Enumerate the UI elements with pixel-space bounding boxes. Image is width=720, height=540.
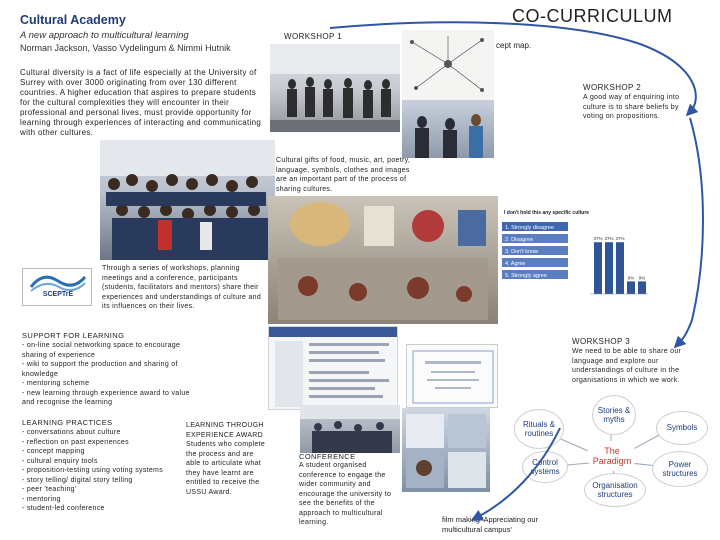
support-heading: SUPPORT FOR LEARNING bbox=[22, 331, 125, 340]
vote-bar-value-label: 37% bbox=[593, 236, 603, 242]
support-item: - mentoring scheme bbox=[22, 380, 90, 387]
practices-item: - proposition-testing using voting systems bbox=[22, 467, 163, 474]
wiki-screenshot bbox=[268, 326, 398, 410]
sceptre-logo-icon bbox=[23, 269, 93, 307]
vote-option-label: 1. Strongly disagree bbox=[505, 225, 554, 231]
film-caption: film making 'Appreciating our multicultural campus' bbox=[442, 515, 539, 534]
workshop1-label: WORKSHOP 1 bbox=[284, 32, 343, 41]
paradigm-node-organisation bbox=[584, 473, 646, 507]
paradigm-diagram bbox=[506, 395, 716, 535]
paradigm-node-stories-label: Stories & myths bbox=[597, 405, 631, 424]
paradigm-node-symbols bbox=[656, 411, 708, 445]
vote-bar-value-label: 9% bbox=[638, 275, 646, 281]
cultural-gifts-photo-art bbox=[268, 196, 498, 324]
vote-bar-value-label: 37% bbox=[615, 236, 625, 242]
workshop1-photo bbox=[270, 44, 400, 132]
paradigm-node-rituals bbox=[514, 409, 564, 449]
poster-authors: Norman Jackson, Vasso Vydelingum & Nimmi Hutnik bbox=[20, 43, 231, 53]
paradigm-node-control bbox=[522, 451, 568, 483]
practices-item: - cultural enquiry tools bbox=[22, 457, 98, 465]
workshop1-caption: cept map. bbox=[496, 41, 532, 50]
group-photo-art bbox=[100, 140, 275, 260]
wiki-screenshot-art bbox=[269, 327, 398, 410]
workshop1-photo-art bbox=[270, 44, 400, 132]
vote-option-label: 3. Don't know bbox=[505, 249, 539, 255]
cultural-gifts-photo bbox=[268, 196, 498, 324]
paradigm-node-rituals-label: Rituals & routines bbox=[522, 419, 555, 438]
vote-option-label: 4. Agree bbox=[505, 261, 526, 267]
practices-item: - conversations about culture bbox=[22, 429, 121, 436]
vote-chart-svg bbox=[498, 208, 648, 326]
gifts-caption: Cultural gifts of food, music, art, poetry, language, symbols, clothes and images are an important part of the process of sharing cultures. bbox=[276, 157, 411, 193]
paradigm-center-label: The Paradigm bbox=[592, 446, 632, 466]
practices-item: - story telling/ digital story telling bbox=[22, 476, 133, 484]
paradigm-node-power bbox=[652, 451, 708, 487]
award-text: LEARNING THROUGH EXPERIENCE AWARD Students who complete the process and are able to articulate what they have learnt are entitled to receive the USSU Award. bbox=[186, 422, 266, 496]
workshop3-text: We need to be able to share our language and explore our understandings of culture in the organisations in which we work. bbox=[572, 348, 682, 384]
workshop2-label: WORKSHOP 2 bbox=[583, 83, 642, 92]
ussu-certificate bbox=[406, 344, 498, 408]
practices-item: - peer 'teaching' bbox=[22, 486, 77, 493]
film-photo-art bbox=[402, 408, 490, 492]
vote-bar-value-label: 9% bbox=[627, 275, 635, 281]
practices-item: - concept mapping bbox=[22, 448, 85, 455]
vote-chart-title: I don't hold this any specific culture bbox=[504, 210, 590, 216]
concept-map-photo bbox=[402, 30, 494, 100]
sceptre-logo bbox=[22, 268, 92, 306]
paradigm-node-control-label: Control systems bbox=[530, 457, 560, 476]
conference-photo bbox=[300, 405, 400, 453]
paradigm-node-power-label: Power structures bbox=[662, 459, 698, 478]
banner-title: CO-CURRICULUM bbox=[512, 6, 673, 26]
discussion-photo bbox=[402, 100, 494, 158]
vote-bar bbox=[627, 281, 635, 294]
support-item: - on-line social networking space to encourage sharing of experience bbox=[22, 342, 181, 359]
group-photo bbox=[100, 140, 275, 260]
sceptre-logo-text: SCEPTrE bbox=[42, 291, 74, 298]
workshop3-label: WORKSHOP 3 bbox=[572, 337, 631, 346]
vote-option-label: 2. Disagree bbox=[505, 237, 534, 243]
conference-label: CONFERENCE bbox=[299, 452, 356, 461]
workshops-series-text: Through a series of workshops, planning meetings and a conference, participants (students, facilitators and mentors) share their experiences and understandings of culture and its influences on their lives. bbox=[102, 265, 262, 310]
vote-option-label: 5. Strongly agree bbox=[505, 273, 547, 279]
film-photo bbox=[402, 408, 490, 492]
support-item: - new learning through experience award to value and recognise the learning bbox=[22, 389, 190, 406]
poster-title: Cultural Academy bbox=[20, 13, 126, 27]
paradigm-node-organisation-label: Organisation structures bbox=[592, 480, 638, 499]
paradigm-node-symbols-label: Symbols bbox=[666, 423, 698, 433]
practices-item: - student-led conference bbox=[22, 505, 105, 512]
vote-bar-value-label: 37% bbox=[604, 236, 614, 242]
practices-list bbox=[22, 428, 182, 514]
ussu-certificate-art bbox=[407, 345, 498, 408]
conference-text: A student organised conference to engage the wider community and encourage the university to see the benefits of the approach to multicultural learning. bbox=[299, 462, 392, 526]
workshop2-text: A good way of enquiring into culture is to share beliefs by voting on propositions. bbox=[583, 94, 680, 120]
poster-subtitle: A new approach to multicultural learning bbox=[20, 30, 189, 41]
concept-map-art bbox=[402, 30, 494, 100]
vote-bar bbox=[638, 281, 646, 294]
support-item: - wiki to support the production and sharing of knowledge bbox=[22, 361, 178, 378]
vote-bar bbox=[616, 242, 624, 294]
arrow-right-arc bbox=[678, 118, 703, 344]
discussion-photo-art bbox=[402, 100, 494, 158]
practices-heading: LEARNING PRACTICES bbox=[22, 418, 113, 427]
vote-bar bbox=[594, 242, 602, 294]
practices-item: - mentoring bbox=[22, 495, 61, 503]
intro-text: Cultural diversity is a fact of life especially at the University of Surrey with over 3000 originating from over 130 different countries. A higher education that aspires to prepare students for the cultural complexities they will encounter in their professional and personal lives, must provide opportunity for learning through experiences of interacting and communicating with other cultures. bbox=[20, 68, 262, 137]
paradigm-node-stories bbox=[592, 395, 636, 435]
vote-chart bbox=[498, 208, 648, 326]
conference-photo-art bbox=[300, 405, 400, 453]
support-list bbox=[22, 341, 192, 408]
vote-bar bbox=[605, 242, 613, 294]
practices-item: - reflection on past experiences bbox=[22, 438, 129, 446]
paradigm-center bbox=[586, 441, 638, 471]
